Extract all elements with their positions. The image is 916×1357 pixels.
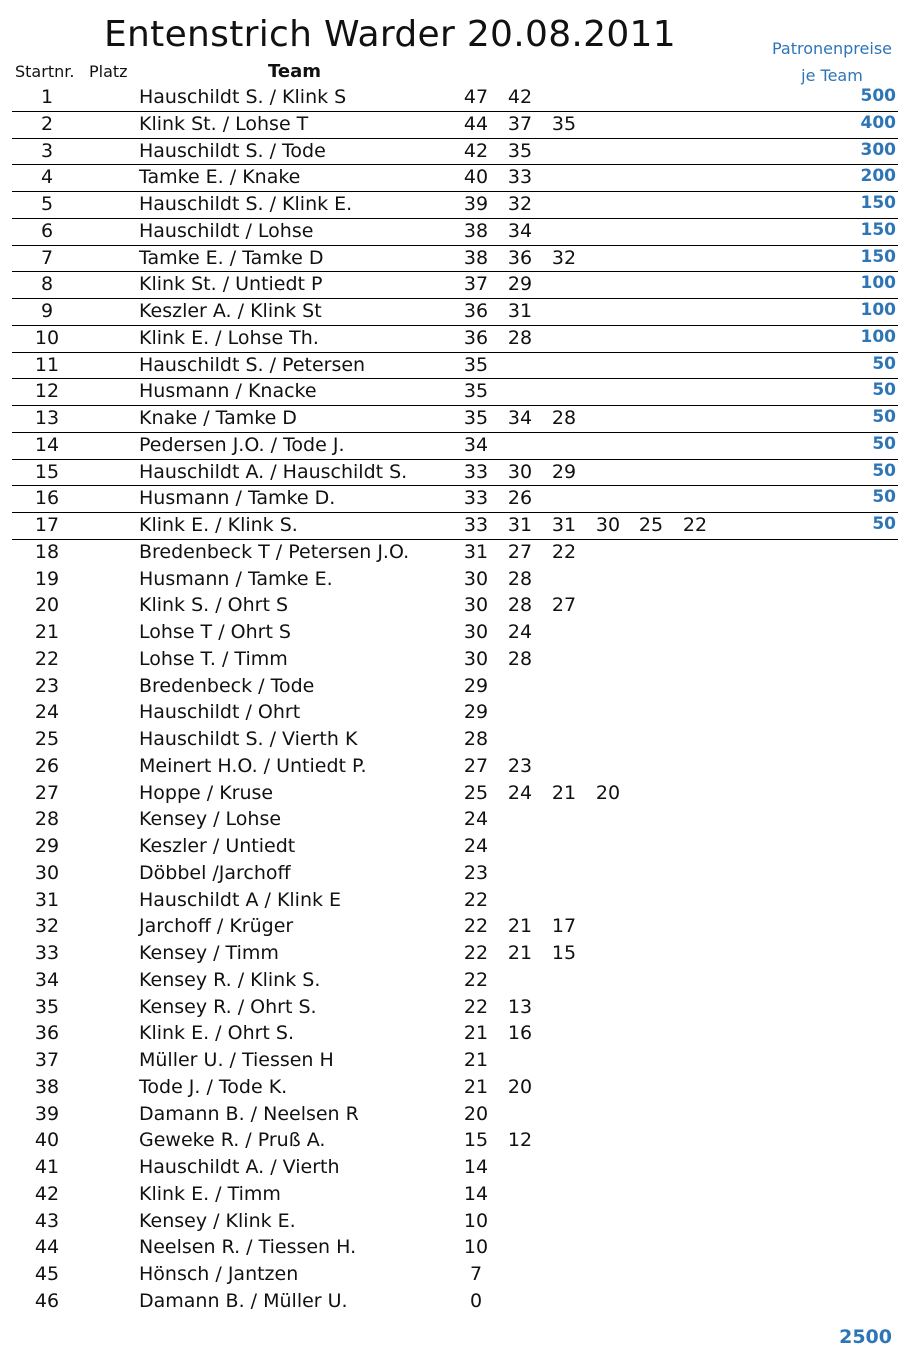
row-team: Klink St. / Untiedt P — [139, 273, 323, 296]
row-score: 35 — [463, 353, 489, 376]
row-team: Damann B. / Müller U. — [139, 1289, 348, 1312]
row-team: Klink St. / Lohse T — [139, 112, 309, 135]
row-score: 20 — [507, 1075, 533, 1098]
row-startnr: 8 — [40, 273, 54, 296]
row-prize: 100 — [860, 326, 896, 347]
row-team: Keszler / Untiedt — [139, 835, 296, 857]
row-score: 36 — [463, 300, 489, 322]
table-row — [12, 1289, 898, 1323]
table-row — [12, 674, 898, 701]
row-team: Kensey R. / Klink S. — [139, 968, 321, 991]
row-score: 23 — [463, 861, 489, 884]
row-startnr: 10 — [34, 326, 60, 349]
table-row — [12, 460, 898, 487]
row-score: 22 — [463, 942, 489, 964]
row-startnr: 15 — [34, 460, 60, 483]
row-score: 7 — [469, 1263, 483, 1285]
table-row — [12, 272, 898, 299]
row-prize: 100 — [860, 300, 896, 320]
row-score: 29 — [463, 701, 489, 724]
row-score: 38 — [463, 219, 489, 242]
row-score: 0 — [469, 1289, 483, 1312]
row-score: 21 — [551, 781, 577, 804]
row-startnr: 40 — [34, 1129, 60, 1152]
table-row — [12, 299, 898, 326]
row-team: Geweke R. / Pruß A. — [139, 1129, 326, 1152]
row-score: 27 — [507, 540, 533, 563]
row-startnr: 3 — [40, 139, 54, 162]
row-score: 39 — [463, 193, 489, 215]
row-score: 31 — [551, 514, 577, 536]
row-score: 30 — [507, 460, 533, 483]
header-team: Team — [268, 61, 321, 82]
table-row — [12, 139, 898, 166]
row-score: 13 — [507, 995, 533, 1018]
row-score: 26 — [507, 487, 533, 510]
row-startnr: 29 — [34, 835, 60, 857]
row-team: Tode J. / Tode K. — [139, 1075, 288, 1098]
row-startnr: 31 — [34, 888, 60, 911]
table-row — [12, 379, 898, 406]
table-row — [12, 995, 898, 1022]
row-score: 34 — [507, 219, 533, 242]
row-score: 22 — [463, 888, 489, 911]
row-score: 33 — [507, 166, 533, 189]
row-score: 28 — [507, 647, 533, 670]
row-score: 24 — [463, 808, 489, 831]
row-score: 28 — [507, 326, 533, 349]
row-score: 42 — [507, 86, 533, 108]
row-startnr: 35 — [34, 995, 60, 1018]
row-score: 16 — [507, 1022, 533, 1045]
row-score: 32 — [551, 246, 577, 269]
row-team: Keszler A. / Klink St — [139, 300, 322, 322]
row-score: 42 — [463, 139, 489, 162]
row-startnr: 20 — [34, 594, 60, 617]
row-score: 22 — [463, 968, 489, 991]
row-prize: 50 — [872, 514, 896, 534]
row-startnr: 25 — [34, 728, 60, 750]
table-row — [12, 1209, 898, 1236]
table-row — [12, 647, 898, 674]
row-score: 24 — [507, 781, 533, 804]
row-score: 21 — [463, 1049, 489, 1071]
page-title: Entenstrich Warder 20.08.2011 — [104, 14, 676, 55]
table-row — [12, 1155, 898, 1182]
row-startnr: 38 — [34, 1075, 60, 1098]
row-team: Kensey / Klink E. — [139, 1209, 296, 1232]
row-startnr: 43 — [34, 1209, 60, 1232]
row-score: 30 — [463, 567, 489, 590]
row-score: 31 — [507, 300, 533, 322]
row-score: 15 — [551, 942, 577, 964]
row-score: 23 — [507, 754, 533, 777]
row-prize: 50 — [872, 487, 896, 508]
row-score: 20 — [463, 1102, 489, 1125]
table-row — [12, 1048, 898, 1075]
row-startnr: 23 — [34, 674, 60, 697]
row-startnr: 30 — [34, 861, 60, 884]
header-prize-line1: Patronenpreise — [772, 39, 892, 58]
row-startnr: 5 — [40, 193, 54, 215]
row-score: 40 — [463, 166, 489, 189]
table-row — [12, 246, 898, 273]
row-startnr: 19 — [34, 567, 60, 590]
row-team: Kensey R. / Ohrt S. — [139, 995, 317, 1018]
row-score: 29 — [507, 273, 533, 296]
row-score: 22 — [463, 995, 489, 1018]
table-row — [12, 834, 898, 861]
table-row — [12, 968, 898, 995]
row-team: Husmann / Tamke E. — [139, 567, 333, 590]
table-row — [12, 85, 898, 112]
row-team: Hauschildt S. / Vierth K — [139, 728, 358, 750]
row-team: Hauschildt / Lohse — [139, 219, 314, 242]
row-score: 32 — [507, 193, 533, 215]
row-startnr: 28 — [34, 808, 60, 831]
row-team: Damann B. / Neelsen R — [139, 1102, 359, 1125]
row-prize: 300 — [860, 139, 896, 160]
row-score: 35 — [507, 139, 533, 162]
row-team: Lohse T / Ohrt S — [139, 621, 291, 643]
row-prize: 50 — [872, 433, 896, 454]
row-prize: 50 — [872, 407, 896, 427]
row-score: 38 — [463, 246, 489, 269]
row-startnr: 24 — [34, 701, 60, 724]
row-team: Lohse T. / Timm — [139, 647, 288, 670]
row-startnr: 6 — [40, 219, 54, 242]
row-score: 29 — [463, 674, 489, 697]
row-startnr: 41 — [34, 1156, 60, 1178]
row-score: 12 — [507, 1129, 533, 1152]
row-score: 35 — [463, 407, 489, 429]
row-score: 22 — [551, 540, 577, 563]
row-startnr: 34 — [34, 968, 60, 991]
row-score: 36 — [507, 246, 533, 269]
row-score: 35 — [551, 112, 577, 135]
row-startnr: 37 — [34, 1049, 60, 1071]
table-row — [12, 486, 898, 513]
row-team: Bredenbeck / Tode — [139, 674, 315, 697]
row-team: Hauschildt S. / Klink E. — [139, 193, 353, 215]
row-score: 31 — [507, 514, 533, 536]
row-score: 28 — [551, 407, 577, 429]
table-row — [12, 593, 898, 620]
row-startnr: 22 — [34, 647, 60, 670]
table-row — [12, 1102, 898, 1129]
row-score: 34 — [463, 433, 489, 456]
row-score: 28 — [507, 567, 533, 590]
table-row — [12, 727, 898, 754]
row-score: 29 — [551, 460, 577, 483]
row-prize: 500 — [860, 86, 896, 106]
row-startnr: 42 — [34, 1182, 60, 1205]
row-score: 33 — [463, 460, 489, 483]
row-score: 33 — [463, 487, 489, 510]
table-row — [12, 219, 898, 246]
row-score: 35 — [463, 380, 489, 403]
row-prize: 50 — [872, 460, 896, 481]
table-row — [12, 914, 898, 941]
row-score: 21 — [463, 1022, 489, 1045]
row-startnr: 46 — [34, 1289, 60, 1312]
row-team: Hauschildt S. / Tode — [139, 139, 326, 162]
row-score: 30 — [463, 594, 489, 617]
row-team: Tamke E. / Knake — [139, 166, 301, 189]
table-row — [12, 540, 898, 567]
row-startnr: 14 — [34, 433, 60, 456]
table-row — [12, 165, 898, 192]
row-startnr: 4 — [40, 166, 54, 189]
header-platz: Platz — [89, 62, 128, 81]
row-startnr: 36 — [34, 1022, 60, 1045]
row-team: Hauschildt S. / Klink S — [139, 86, 347, 108]
row-startnr: 21 — [34, 621, 60, 643]
row-team: Müller U. / Tiessen H — [139, 1049, 334, 1071]
table-row — [12, 1075, 898, 1102]
row-team: Hönsch / Jantzen — [139, 1263, 299, 1285]
row-startnr: 1 — [40, 86, 54, 108]
row-score: 25 — [638, 514, 664, 536]
row-score: 22 — [463, 915, 489, 938]
row-score: 30 — [463, 647, 489, 670]
header-startnr: Startnr. — [15, 62, 75, 81]
row-score: 37 — [507, 112, 533, 135]
table-row — [12, 1235, 898, 1262]
row-startnr: 27 — [34, 781, 60, 804]
row-score: 34 — [507, 407, 533, 429]
table-row — [12, 781, 898, 808]
row-score: 10 — [463, 1236, 489, 1259]
total-prize: 2500 — [839, 1326, 892, 1348]
row-score: 27 — [551, 594, 577, 617]
row-score: 30 — [595, 514, 621, 536]
row-startnr: 11 — [34, 353, 60, 376]
table-row — [12, 861, 898, 888]
row-startnr: 44 — [34, 1236, 60, 1259]
row-team: Neelsen R. / Tiessen H. — [139, 1236, 357, 1259]
row-team: Hauschildt A. / Hauschildt S. — [139, 460, 408, 483]
row-prize: 50 — [872, 380, 896, 401]
row-prize: 100 — [860, 273, 896, 294]
row-startnr: 45 — [34, 1263, 60, 1285]
row-score: 37 — [463, 273, 489, 296]
row-prize: 150 — [860, 193, 896, 213]
row-score: 47 — [463, 86, 489, 108]
row-score: 44 — [463, 112, 489, 135]
row-score: 24 — [507, 621, 533, 643]
table-row — [12, 353, 898, 380]
row-team: Pedersen J.O. / Tode J. — [139, 433, 345, 456]
table-row — [12, 433, 898, 460]
table-row — [12, 406, 898, 433]
row-score: 28 — [463, 728, 489, 750]
table-row — [12, 112, 898, 139]
table-row — [12, 567, 898, 594]
row-team: Klink E. / Ohrt S. — [139, 1022, 295, 1045]
row-team: Klink E. / Klink S. — [139, 514, 298, 536]
row-prize: 50 — [872, 353, 896, 374]
row-startnr: 17 — [34, 514, 60, 536]
row-prize: 200 — [860, 166, 896, 187]
table-row — [12, 326, 898, 353]
table-row — [12, 192, 898, 219]
table-row — [12, 1262, 898, 1289]
row-team: Jarchoff / Krüger — [139, 915, 294, 938]
row-score: 21 — [507, 915, 533, 938]
row-score: 22 — [682, 514, 708, 536]
row-score: 25 — [463, 781, 489, 804]
row-team: Klink E. / Timm — [139, 1182, 281, 1205]
row-team: Meinert H.O. / Untiedt P. — [139, 754, 367, 777]
row-startnr: 2 — [40, 112, 54, 135]
row-score: 10 — [463, 1209, 489, 1232]
row-team: Hauschildt S. / Petersen — [139, 353, 366, 376]
row-score: 21 — [507, 942, 533, 964]
row-score: 20 — [595, 781, 621, 804]
row-startnr: 39 — [34, 1102, 60, 1125]
row-startnr: 18 — [34, 540, 60, 563]
table-row — [12, 513, 898, 540]
table-row — [12, 807, 898, 834]
row-team: Tamke E. / Tamke D — [139, 246, 324, 269]
row-startnr: 12 — [34, 380, 60, 403]
row-score: 28 — [507, 594, 533, 617]
results-table — [12, 85, 898, 1323]
row-team: Hoppe / Kruse — [139, 781, 274, 804]
row-team: Hauschildt A / Klink E — [139, 888, 342, 911]
row-prize: 150 — [860, 219, 896, 240]
row-team: Hauschildt A. / Vierth — [139, 1156, 340, 1178]
row-team: Klink S. / Ohrt S — [139, 594, 289, 617]
row-team: Klink E. / Lohse Th. — [139, 326, 319, 349]
table-row — [12, 754, 898, 781]
row-score: 24 — [463, 835, 489, 857]
table-row — [12, 1128, 898, 1155]
row-startnr: 32 — [34, 915, 60, 938]
row-score: 21 — [463, 1075, 489, 1098]
header-prize — [742, 35, 916, 89]
row-team: Döbbel /Jarchoff — [139, 861, 291, 884]
table-row — [12, 941, 898, 968]
row-team: Knake / Tamke D — [139, 407, 297, 429]
row-startnr: 13 — [34, 407, 60, 429]
table-row — [12, 620, 898, 647]
row-prize: 150 — [860, 246, 896, 267]
row-score: 14 — [463, 1182, 489, 1205]
row-team: Husmann / Knacke — [139, 380, 317, 403]
row-startnr: 26 — [34, 754, 60, 777]
table-row — [12, 888, 898, 915]
row-score: 15 — [463, 1129, 489, 1152]
row-score: 33 — [463, 514, 489, 536]
row-team: Bredenbeck T / Petersen J.O. — [139, 540, 410, 563]
row-startnr: 7 — [40, 246, 54, 269]
row-prize: 400 — [860, 112, 896, 133]
row-score: 17 — [551, 915, 577, 938]
header-prize-line2: je Team — [801, 66, 863, 85]
table-row — [12, 700, 898, 727]
row-score: 31 — [463, 540, 489, 563]
row-team: Husmann / Tamke D. — [139, 487, 336, 510]
table-row — [12, 1182, 898, 1209]
row-team: Kensey / Timm — [139, 942, 279, 964]
row-team: Hauschildt / Ohrt — [139, 701, 301, 724]
table-row — [12, 1021, 898, 1048]
row-score: 30 — [463, 621, 489, 643]
row-score: 27 — [463, 754, 489, 777]
row-startnr: 16 — [34, 487, 60, 510]
row-startnr: 33 — [34, 942, 60, 964]
row-score: 36 — [463, 326, 489, 349]
row-score: 14 — [463, 1156, 489, 1178]
row-startnr: 9 — [40, 300, 54, 322]
row-team: Kensey / Lohse — [139, 808, 282, 831]
